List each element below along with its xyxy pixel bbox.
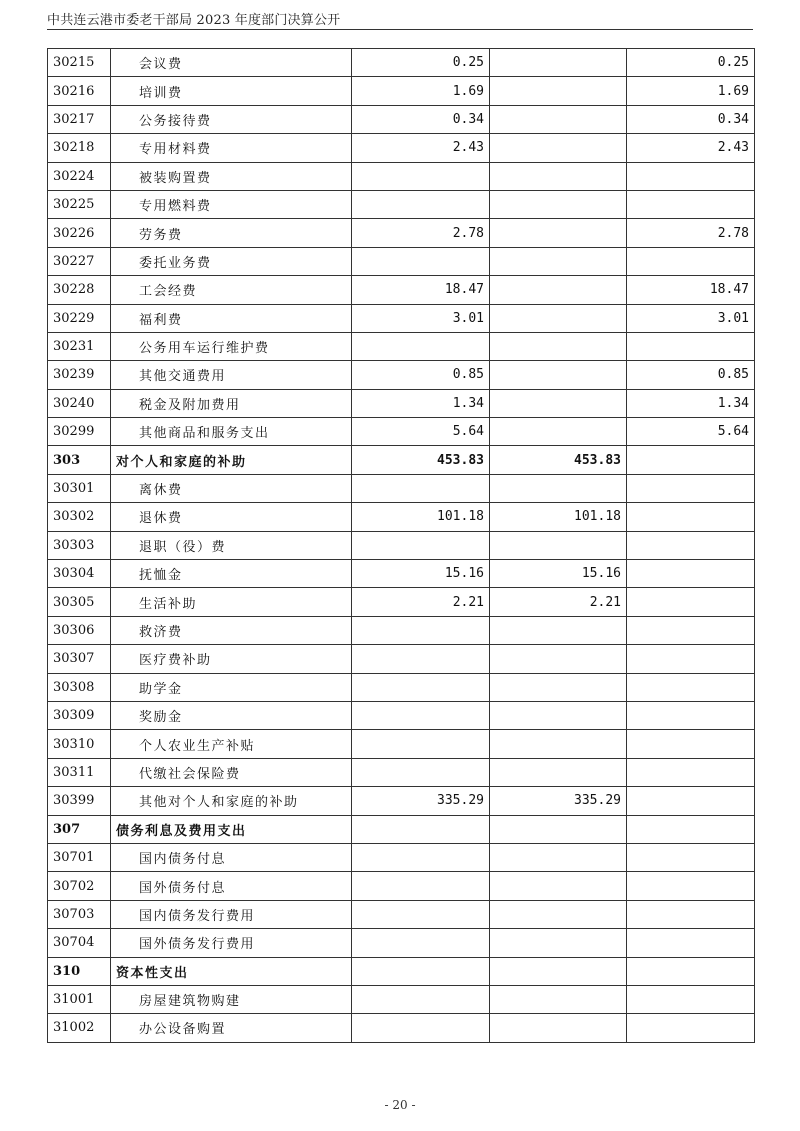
personnel-amount-cell <box>490 361 627 389</box>
public-amount-cell <box>627 190 755 218</box>
subject-code-cell: 30399 <box>48 787 111 815</box>
public-amount-cell <box>627 332 755 360</box>
subject-name-cell: 专用燃料费 <box>111 190 352 218</box>
total-amount-cell: 5.64 <box>352 418 490 446</box>
subject-name-cell: 其他交通费用 <box>111 361 352 389</box>
public-amount-cell: 2.78 <box>627 219 755 247</box>
subject-name-cell: 房屋建筑物购建 <box>111 985 352 1013</box>
table-row <box>48 1014 755 1042</box>
personnel-amount-cell: 453.83 <box>490 446 627 474</box>
total-amount-cell: 2.78 <box>352 219 490 247</box>
table-row <box>48 929 755 957</box>
public-amount-cell: 0.25 <box>627 49 755 77</box>
table-row <box>48 985 755 1013</box>
personnel-amount-cell <box>490 304 627 332</box>
personnel-amount-cell <box>490 900 627 928</box>
expenditure-table-body <box>48 49 755 1043</box>
personnel-amount-cell <box>490 389 627 417</box>
subject-name-cell: 国外债务发行费用 <box>111 929 352 957</box>
public-amount-cell <box>627 900 755 928</box>
table-category-row <box>48 815 755 843</box>
total-amount-cell <box>352 247 490 275</box>
public-amount-cell: 0.34 <box>627 105 755 133</box>
public-amount-cell <box>627 588 755 616</box>
subject-name-cell: 培训费 <box>111 77 352 105</box>
table-row <box>48 872 755 900</box>
personnel-amount-cell <box>490 957 627 985</box>
total-amount-cell <box>352 843 490 871</box>
public-amount-cell <box>627 247 755 275</box>
subject-code-cell: 30304 <box>48 560 111 588</box>
subject-name-cell: 国外债务付息 <box>111 872 352 900</box>
subject-code-cell: 31001 <box>48 985 111 1013</box>
subject-name-cell: 对个人和家庭的补助 <box>111 446 352 474</box>
personnel-amount-cell <box>490 247 627 275</box>
subject-code-cell: 30216 <box>48 77 111 105</box>
total-amount-cell: 453.83 <box>352 446 490 474</box>
public-amount-cell <box>627 843 755 871</box>
subject-code-cell: 30703 <box>48 900 111 928</box>
table-row <box>48 843 755 871</box>
total-amount-cell <box>352 929 490 957</box>
total-amount-cell: 2.21 <box>352 588 490 616</box>
total-amount-cell: 0.25 <box>352 49 490 77</box>
total-amount-cell <box>352 1014 490 1042</box>
personnel-amount-cell <box>490 872 627 900</box>
personnel-amount-cell <box>490 673 627 701</box>
subject-code-cell: 30215 <box>48 49 111 77</box>
subject-code-cell: 30308 <box>48 673 111 701</box>
table-row <box>48 900 755 928</box>
public-amount-cell <box>627 787 755 815</box>
personnel-amount-cell: 15.16 <box>490 560 627 588</box>
public-amount-cell <box>627 1014 755 1042</box>
subject-name-cell: 税金及附加费用 <box>111 389 352 417</box>
personnel-amount-cell <box>490 105 627 133</box>
total-amount-cell: 101.18 <box>352 503 490 531</box>
public-amount-cell: 3.01 <box>627 304 755 332</box>
table-row <box>48 389 755 417</box>
subject-code-cell: 30227 <box>48 247 111 275</box>
table-row <box>48 134 755 162</box>
table-row <box>48 219 755 247</box>
personnel-amount-cell <box>490 134 627 162</box>
table-row <box>48 304 755 332</box>
subject-name-cell: 国内债务付息 <box>111 843 352 871</box>
public-amount-cell <box>627 673 755 701</box>
table-row <box>48 560 755 588</box>
total-amount-cell <box>352 673 490 701</box>
subject-code-cell: 30701 <box>48 843 111 871</box>
total-amount-cell <box>352 730 490 758</box>
public-amount-cell <box>627 872 755 900</box>
subject-name-cell: 奖励金 <box>111 701 352 729</box>
subject-code-cell: 30218 <box>48 134 111 162</box>
subject-code-cell: 30224 <box>48 162 111 190</box>
public-amount-cell: 1.69 <box>627 77 755 105</box>
subject-name-cell: 其他对个人和家庭的补助 <box>111 787 352 815</box>
personnel-amount-cell <box>490 929 627 957</box>
public-amount-cell <box>627 758 755 786</box>
personnel-amount-cell <box>490 616 627 644</box>
subject-code-cell: 30231 <box>48 332 111 360</box>
table-row <box>48 474 755 502</box>
table-category-row <box>48 446 755 474</box>
public-amount-cell <box>627 503 755 531</box>
table-row <box>48 418 755 446</box>
subject-code-cell: 30240 <box>48 389 111 417</box>
subject-code-cell: 30303 <box>48 531 111 559</box>
subject-name-cell: 抚恤金 <box>111 560 352 588</box>
total-amount-cell: 335.29 <box>352 787 490 815</box>
public-amount-cell <box>627 162 755 190</box>
subject-name-cell: 债务利息及费用支出 <box>111 815 352 843</box>
subject-code-cell: 30228 <box>48 276 111 304</box>
table-row <box>48 190 755 218</box>
personnel-amount-cell <box>490 985 627 1013</box>
public-amount-cell <box>627 815 755 843</box>
total-amount-cell: 1.34 <box>352 389 490 417</box>
public-amount-cell <box>627 957 755 985</box>
subject-name-cell: 医疗费补助 <box>111 645 352 673</box>
personnel-amount-cell <box>490 162 627 190</box>
subject-code-cell: 30307 <box>48 645 111 673</box>
public-amount-cell <box>627 929 755 957</box>
table-category-row <box>48 957 755 985</box>
subject-name-cell: 其他商品和服务支出 <box>111 418 352 446</box>
subject-name-cell: 委托业务费 <box>111 247 352 275</box>
personnel-amount-cell <box>490 531 627 559</box>
subject-code-cell: 30301 <box>48 474 111 502</box>
subject-name-cell: 工会经费 <box>111 276 352 304</box>
total-amount-cell <box>352 332 490 360</box>
public-amount-cell: 2.43 <box>627 134 755 162</box>
public-amount-cell: 0.85 <box>627 361 755 389</box>
table-row <box>48 588 755 616</box>
header-divider <box>47 29 753 30</box>
table-row <box>48 531 755 559</box>
subject-code-cell: 30310 <box>48 730 111 758</box>
public-amount-cell <box>627 985 755 1013</box>
total-amount-cell: 0.85 <box>352 361 490 389</box>
subject-code-cell: 30299 <box>48 418 111 446</box>
public-amount-cell: 5.64 <box>627 418 755 446</box>
subject-code-cell: 303 <box>48 446 111 474</box>
subject-code-cell: 30239 <box>48 361 111 389</box>
total-amount-cell <box>352 957 490 985</box>
subject-code-cell: 310 <box>48 957 111 985</box>
table-row <box>48 332 755 360</box>
personnel-amount-cell <box>490 332 627 360</box>
total-amount-cell <box>352 758 490 786</box>
subject-name-cell: 代缴社会保险费 <box>111 758 352 786</box>
subject-name-cell: 公务接待费 <box>111 105 352 133</box>
total-amount-cell: 1.69 <box>352 77 490 105</box>
total-amount-cell <box>352 815 490 843</box>
subject-code-cell: 307 <box>48 815 111 843</box>
personnel-amount-cell <box>490 701 627 729</box>
personnel-amount-cell <box>490 77 627 105</box>
subject-code-cell: 30702 <box>48 872 111 900</box>
public-amount-cell <box>627 474 755 502</box>
personnel-amount-cell <box>490 730 627 758</box>
personnel-amount-cell <box>490 815 627 843</box>
personnel-amount-cell <box>490 1014 627 1042</box>
subject-code-cell: 30704 <box>48 929 111 957</box>
subject-name-cell: 助学金 <box>111 673 352 701</box>
public-amount-cell <box>627 446 755 474</box>
subject-name-cell: 资本性支出 <box>111 957 352 985</box>
personnel-amount-cell <box>490 190 627 218</box>
total-amount-cell <box>352 701 490 729</box>
public-amount-cell <box>627 701 755 729</box>
personnel-amount-cell <box>490 645 627 673</box>
total-amount-cell <box>352 474 490 502</box>
total-amount-cell: 2.43 <box>352 134 490 162</box>
table-row <box>48 49 755 77</box>
subject-name-cell: 办公设备购置 <box>111 1014 352 1042</box>
page-header-title: 中共连云港市委老干部局 2023 年度部门决算公开 <box>47 13 341 28</box>
total-amount-cell: 18.47 <box>352 276 490 304</box>
subject-name-cell: 国内债务发行费用 <box>111 900 352 928</box>
total-amount-cell: 3.01 <box>352 304 490 332</box>
page-number: - 20 - <box>384 1098 416 1112</box>
subject-name-cell: 专用材料费 <box>111 134 352 162</box>
total-amount-cell <box>352 531 490 559</box>
table-row <box>48 758 755 786</box>
personnel-amount-cell <box>490 49 627 77</box>
subject-code-cell: 31002 <box>48 1014 111 1042</box>
table-row <box>48 787 755 815</box>
subject-name-cell: 劳务费 <box>111 219 352 247</box>
subject-code-cell: 30306 <box>48 616 111 644</box>
subject-code-cell: 30225 <box>48 190 111 218</box>
table-row <box>48 77 755 105</box>
total-amount-cell <box>352 872 490 900</box>
table-row <box>48 503 755 531</box>
personnel-amount-cell: 101.18 <box>490 503 627 531</box>
subject-code-cell: 30226 <box>48 219 111 247</box>
public-amount-cell <box>627 645 755 673</box>
public-amount-cell <box>627 616 755 644</box>
subject-name-cell: 生活补助 <box>111 588 352 616</box>
subject-name-cell: 公务用车运行维护费 <box>111 332 352 360</box>
public-amount-cell <box>627 560 755 588</box>
subject-code-cell: 30309 <box>48 701 111 729</box>
subject-code-cell: 30302 <box>48 503 111 531</box>
total-amount-cell <box>352 162 490 190</box>
table-row <box>48 616 755 644</box>
subject-name-cell: 退休费 <box>111 503 352 531</box>
subject-name-cell: 退职（役）费 <box>111 531 352 559</box>
total-amount-cell <box>352 985 490 1013</box>
subject-name-cell: 离休费 <box>111 474 352 502</box>
personnel-amount-cell <box>490 758 627 786</box>
public-amount-cell: 18.47 <box>627 276 755 304</box>
personnel-amount-cell <box>490 418 627 446</box>
public-amount-cell <box>627 531 755 559</box>
subject-code-cell: 30311 <box>48 758 111 786</box>
table-row <box>48 247 755 275</box>
personnel-amount-cell <box>490 474 627 502</box>
personnel-amount-cell: 335.29 <box>490 787 627 815</box>
table-row <box>48 701 755 729</box>
total-amount-cell: 15.16 <box>352 560 490 588</box>
table-row <box>48 645 755 673</box>
subject-name-cell: 会议费 <box>111 49 352 77</box>
personnel-amount-cell <box>490 219 627 247</box>
personnel-amount-cell <box>490 276 627 304</box>
table-row <box>48 361 755 389</box>
table-row <box>48 105 755 133</box>
total-amount-cell <box>352 645 490 673</box>
table-row <box>48 276 755 304</box>
table-row <box>48 673 755 701</box>
subject-code-cell: 30229 <box>48 304 111 332</box>
personnel-amount-cell: 2.21 <box>490 588 627 616</box>
subject-code-cell: 30217 <box>48 105 111 133</box>
total-amount-cell <box>352 190 490 218</box>
subject-code-cell: 30305 <box>48 588 111 616</box>
subject-name-cell: 福利费 <box>111 304 352 332</box>
subject-name-cell: 救济费 <box>111 616 352 644</box>
total-amount-cell <box>352 900 490 928</box>
expenditure-table <box>47 48 755 1043</box>
subject-name-cell: 被装购置费 <box>111 162 352 190</box>
public-amount-cell: 1.34 <box>627 389 755 417</box>
personnel-amount-cell <box>490 843 627 871</box>
total-amount-cell: 0.34 <box>352 105 490 133</box>
subject-name-cell: 个人农业生产补贴 <box>111 730 352 758</box>
public-amount-cell <box>627 730 755 758</box>
table-row <box>48 162 755 190</box>
table-row <box>48 730 755 758</box>
total-amount-cell <box>352 616 490 644</box>
